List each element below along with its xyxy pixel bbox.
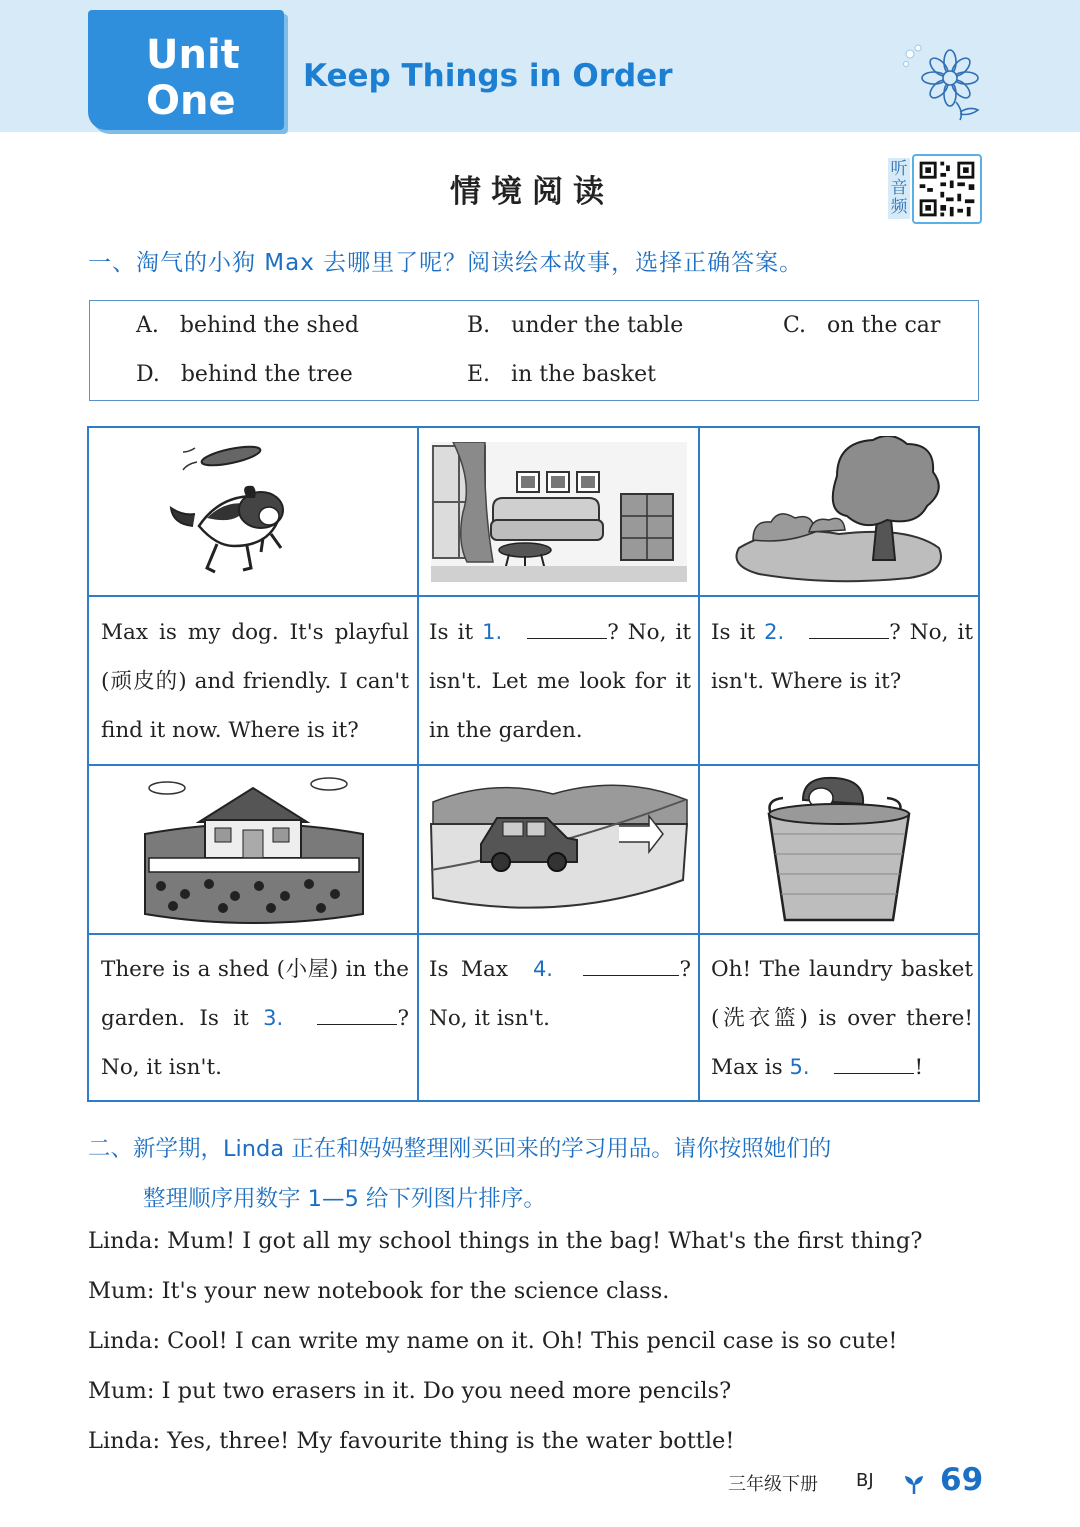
part1-prompt: 一、淘气的小狗 Max 去哪里了呢？阅读绘本故事，选择正确答案。 [88, 250, 804, 276]
flower-icon [898, 40, 990, 122]
option-text: in the basket [511, 362, 656, 387]
story-text-2 [429, 608, 691, 755]
dialog-line: Mum: It's your new notebook for the science class. [88, 1278, 670, 1304]
story-text-4-post: ? No, it isn't. [101, 1006, 409, 1080]
grid-divider [89, 764, 978, 766]
living-room-picture [431, 442, 687, 582]
option-e [467, 362, 656, 387]
story-text-5 [429, 945, 691, 1043]
story-text-1: Max is my dog. It's playful (顽皮的) and friendly. I can't find it now. Where is it? [101, 620, 409, 743]
answer-blank-5[interactable] [834, 1054, 914, 1074]
blank-number-4: 4. [532, 957, 553, 981]
footer [728, 1470, 874, 1496]
car-road-picture [429, 774, 691, 924]
part2-prompt-line2: 整理顺序用数字 1—5 给下列图片排序。 [143, 1186, 546, 1212]
tree-picture [729, 436, 949, 586]
blank-number-3: 3. [263, 1006, 284, 1030]
story-text-3-pre: Is it [711, 620, 756, 645]
story-text-3 [711, 608, 973, 706]
sprout-icon [903, 1474, 925, 1496]
section-title: 情境阅读 [450, 174, 614, 210]
option-a [136, 313, 359, 338]
answer-blank-1[interactable] [527, 619, 607, 639]
option-letter: B. [467, 313, 491, 338]
listen-audio-label: 听音频 [888, 158, 910, 219]
story-grid [87, 426, 980, 1102]
story-text-6-post: ! [914, 1055, 924, 1080]
story-text-3-post: ? No, it isn't. Where is it? [711, 620, 973, 694]
story-text-6 [711, 945, 973, 1092]
option-letter: C. [783, 313, 807, 338]
option-c [783, 313, 940, 338]
dialog-line: Linda: Cool! I can write my name on it. Oh! This pencil case is so cute! [88, 1328, 898, 1354]
page-number: 69 [940, 1462, 984, 1498]
unit-label-line1: Unit [146, 32, 240, 78]
dog-picture [159, 438, 309, 588]
dialog [88, 1216, 922, 1466]
dialog-line: Mum: I put two erasers in it. Do you need more pencils? [88, 1378, 732, 1404]
blank-number-1: 1. [482, 620, 503, 644]
dialog-line: Linda: Yes, three! My favourite thing is the water bottle! [88, 1428, 735, 1454]
story-text-6-pre: Oh! The laundry basket (洗衣篮) is over there! Max is [711, 957, 973, 1080]
answer-blank-2[interactable] [809, 619, 889, 639]
unit-title: Keep Things in Order [303, 58, 673, 94]
footer-edition: BJ [856, 1470, 874, 1491]
option-letter: E. [467, 362, 491, 387]
option-text: behind the tree [180, 362, 353, 387]
part2-prompt-line1: 二、新学期，Linda 正在和妈妈整理刚买回来的学习用品。请你按照她们的 [88, 1136, 832, 1162]
dialog-line: Linda: Mum! I got all my school things in the bag! What's the first thing? [88, 1228, 923, 1254]
story-text-4-pre: There is a shed (小屋) in the garden. Is it [101, 957, 409, 1031]
story-text-2-post: ? No, it isn't. Let me look for it in the garden. [429, 620, 691, 743]
options-box [89, 300, 979, 401]
option-text: behind the shed [179, 313, 360, 338]
option-d [136, 362, 353, 387]
answer-blank-3[interactable] [317, 1005, 397, 1025]
blank-number-5: 5. [789, 1055, 810, 1079]
option-text: under the table [511, 313, 684, 338]
qr-code-icon[interactable] [912, 154, 982, 224]
story-text-5-pre: Is Max [429, 957, 508, 982]
unit-label [146, 32, 266, 124]
option-b [467, 313, 683, 338]
option-text: on the car [827, 313, 941, 338]
grid-divider [89, 595, 978, 597]
story-text-2-pre: Is it [429, 620, 474, 645]
option-letter: D. [136, 362, 160, 387]
story-text-4 [101, 945, 409, 1092]
story-text-5-post: ? No, it isn't. [429, 957, 691, 1031]
grid-divider [89, 933, 978, 935]
blank-number-2: 2. [764, 620, 785, 644]
answer-blank-4[interactable] [583, 956, 679, 976]
unit-label-line2: One [146, 78, 236, 124]
option-letter: A. [136, 313, 159, 338]
footer-grade: 三年级下册 [728, 1474, 818, 1495]
dog-basket-picture [759, 774, 919, 928]
shed-garden-picture [139, 774, 369, 928]
part2-prompt [88, 1124, 988, 1224]
